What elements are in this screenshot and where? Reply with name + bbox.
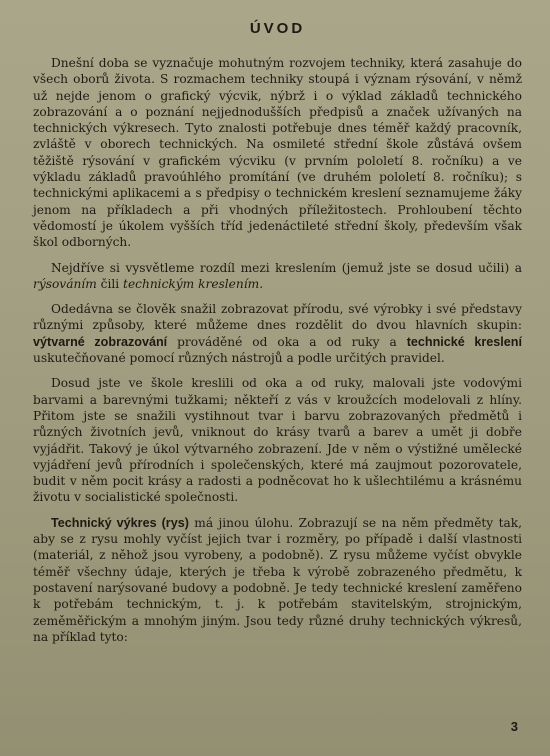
paragraph-art: Dosud jste ve škole kreslili od oka a od ruky, malovali jste vodovými barvami a barevnými tužkami; někteří z vás v kroužcích modelovali z hlíny. Přitom jste se snažili vystihnout tvar i barvu zobrazovaných předmětů i různých životních jevů, vniknout do krásy tvarů a barev a umět ji dobře vyjádřit. Takový je úkol výtvarného zobrazení. Jde v něm o výstižné umělecké vyjádření jevů přírodních i společenských, které má zaujmout pozorovatele, budit v něm pocit krásy a radosti a podněcovat ho k ušlechtilému a krásnému životu v socialistické společnosti. [33, 376, 522, 505]
text-run: . [259, 276, 264, 291]
chapter-title: ÚVOD [249, 20, 306, 37]
text-run: má jinou úlohu. Zobrazují se na něm předměty tak, aby se z rysu mohly vyčíst jejich tvar i rozměry, po případě i další vlastnosti (materiál, z něhož jsou vyrobeny, a podobně). Z rysu můžeme vyčíst obvykle téměř všechny údaje, kterých je třeba k výrobě zobrazeného předmětu, k postavení narýsované budovy a podobně. Je tedy technické kreslení zaměřeno k potřebám technickým, t. j. k potřebám stavitelským, strojnickým, zeměměřickým a mnohým jiným. Jsou tedy různé druhy technických výkresů, na příklad tyto: [33, 515, 522, 644]
term-technicke-kresleni-bold: technické kreslení [406, 334, 522, 349]
text-run: Odedávna se člověk snažil zobrazovat přírodu, své výrobky i své představy různými způsoby, které můžeme dnes rozdělit do dvou hlavních skupin: [33, 302, 522, 333]
paragraph-intro: Dnešní doba se vyznačuje mohutným rozvojem techniky, která zasahuje do všech oborů života. S rozmachem techniky stoupá i význam rýsování, v němž už nejde jenom o grafický výcvik, nýbrž i o výklad základů technického zobrazování a o poznání nejjednodušších předpisů a značek užívaných na technických výkresech. Tyto znalosti potřebuje dnes téměř každý pracovník, zvláště v oborech technických. Na osmileté střední škole zůstává ovšem těžiště rýsování v grafickém výcviku (v prvním pololetí 8. ročníku) a ve výkladu základů pravoúhlého promítání (ve druhém pololetí 8. ročníku); s technickými aplikacemi a s předpisy o technickém kreslení seznamujeme žáky jenom na příkladech a při vhodných příležitostech. Prohloubení těchto vědomostí je úkolem vyšších tříd jedenáctileté střední školy, především však škol odborných. [33, 56, 522, 250]
paragraph-technical-drawing [33, 515, 522, 645]
term-technicky-vykres: Technický výkres (rys) [51, 515, 189, 530]
term-vytvarne-zobrazovani: výtvarné zobrazování [33, 334, 168, 349]
term-technicke-kresleni: technickým kreslením [123, 276, 260, 291]
text-run: čili [96, 276, 124, 291]
text-run: uskutečňované pomocí různých nástrojů a podle určitých pravidel. [33, 351, 445, 366]
term-rysovani: rýsováním [33, 276, 97, 291]
text-run: Nejdříve si vysvětleme rozdíl mezi kreslením (jemuž jste se dosud učili) a [51, 260, 522, 275]
text-run: prováděné od oka a od ruky a [167, 334, 407, 349]
paragraph-groups [33, 301, 522, 366]
page-number: 3 [510, 719, 518, 734]
paragraph-distinction [33, 260, 522, 293]
